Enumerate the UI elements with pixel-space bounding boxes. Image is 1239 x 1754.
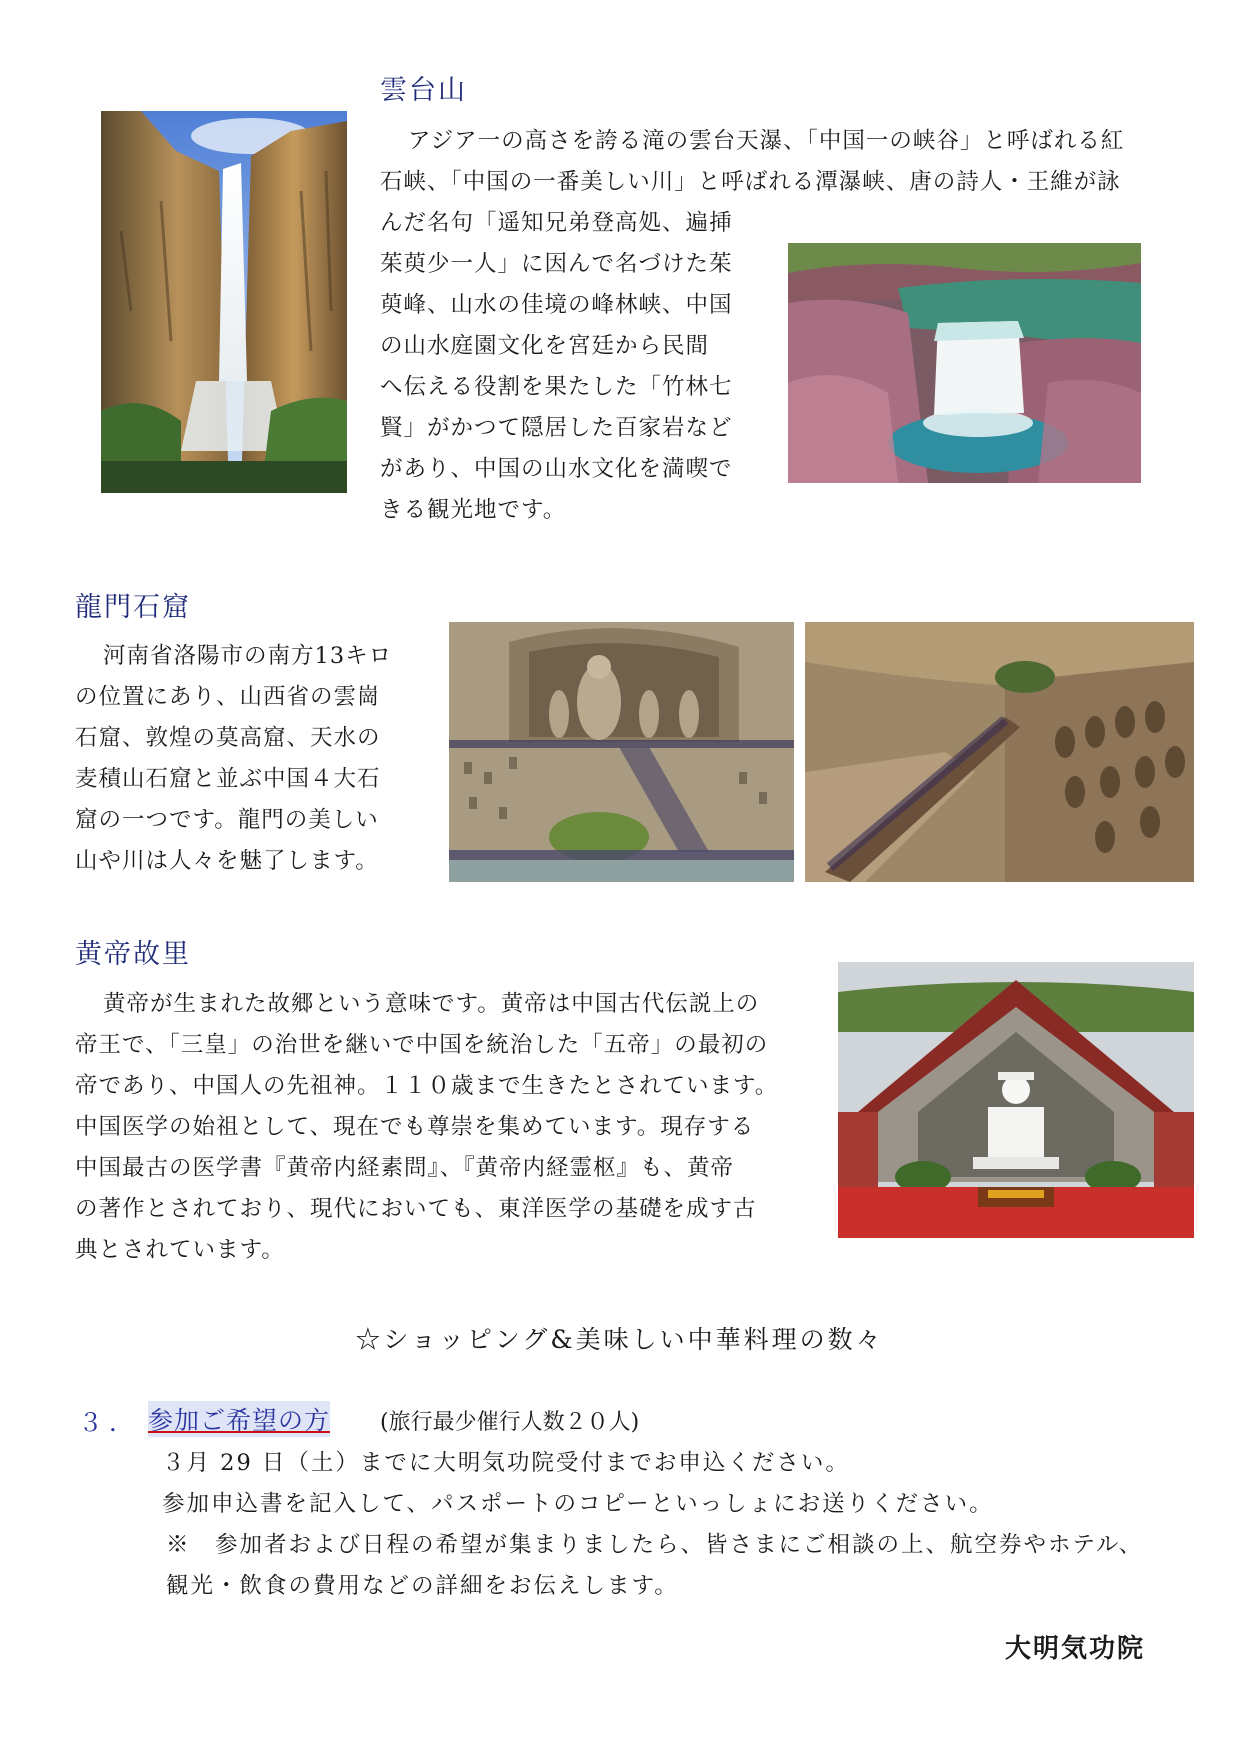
huangdi-text-line: 帝王で、「三皇」の治世を継いで中国を統治した「五帝」の最初の [75, 1032, 769, 1058]
waterfall-photo [101, 111, 347, 493]
section-line: 観光・飲食の費用などの詳細をお伝えします。 [166, 1573, 679, 1599]
yuntai-text-line: きる観光地です。 [380, 497, 567, 523]
yuntai-text-line: んだ名句「遥知兄弟登高処、遍挿 [380, 210, 733, 236]
yuntai-text-line: の山水庭園文化を宮廷から民間 [380, 333, 710, 359]
shopping-line: ☆ショッピング&美味しい中華料理の数々 [355, 1325, 884, 1354]
grotto-stairs-photo [805, 622, 1194, 882]
section-title-link[interactable]: 参加ご希望の方 [148, 1401, 330, 1437]
huangdi-text-line: 帝であり、中国人の先祖神。１１０歳まで生きたとされています。 [75, 1073, 779, 1099]
huangdi-text-line: の著作とされており、現代においても、東洋医学の基礎を成す古 [75, 1196, 757, 1222]
yuntai-text-line: 茱萸少一人」に因んで名づけた茱 [380, 251, 733, 277]
longmen-text-line: 河南省洛陽市の南方13キロ [103, 643, 393, 669]
section-note: (旅行最少催行人数２０人) [380, 1410, 640, 1435]
yuntai-text-line: アジア一の高さを誇る滝の雲台天瀑、「中国一の峡谷」と呼ばれる紅 [408, 128, 1125, 154]
yuntai-text-line: があり、中国の山水文化を満喫で [380, 456, 733, 482]
section-number: ３． [78, 1408, 141, 1437]
yuntai-text-line: へ伝える役割を果たした「竹林七 [380, 374, 733, 400]
huangdi-text-line: 典とされています。 [75, 1237, 285, 1263]
huangdi-heading: 黄帝故里 [75, 939, 191, 970]
huangdi-text-line: 中国医学の始祖として、現在でも尊崇を集めています。現存する [75, 1114, 755, 1140]
yuntai-text-line: 賢」がかつて隠居した百家岩など [380, 415, 733, 441]
huangdi-statue-photo [838, 962, 1194, 1238]
section-line: ※ 参加者および日程の希望が集まりましたら、皆さまにご相談の上、航空券やホテル、 [166, 1532, 1144, 1558]
huangdi-text-line: 中国最古の医学書『黄帝内経素問』、『黄帝内経霊枢』も、黄帝 [75, 1155, 735, 1181]
huangdi-text-line: 黄帝が生まれた故郷という意味です。黄帝は中国古代伝説上の [103, 991, 760, 1017]
longmen-text-line: 石窟、敦煌の莫高窟、天水の [75, 725, 381, 751]
longmen-text-line: 麦積山石窟と並ぶ中国４大石 [75, 766, 381, 792]
yuntai-text-line: 萸峰、山水の佳境の峰林峡、中国 [380, 292, 733, 318]
yuntai-heading: 雲台山 [380, 75, 467, 106]
longmen-heading: 龍門石窟 [75, 592, 191, 623]
longmen-text-line: 窟の一つです。龍門の美しい [75, 807, 379, 833]
longmen-text-line: 山や川は人々を魅了します。 [75, 848, 379, 874]
longmen-text-line: の位置にあり、山西省の雲崗 [75, 684, 381, 710]
signature: 大明気功院 [1005, 1634, 1146, 1664]
grotto-buddha-photo [449, 622, 794, 882]
section-line: 参加申込書を記入して、パスポートのコピーといっしょにお送りください。 [162, 1491, 994, 1517]
yuntai-text-line: 石峡、「中国の一番美しい川」と呼ばれる潭瀑峡、唐の詩人・王維が詠 [380, 169, 1121, 195]
section-line: ３月 29 日（土）までに大明気功院受付までお申込ください。 [162, 1450, 850, 1476]
red-gorge-photo [788, 243, 1141, 483]
